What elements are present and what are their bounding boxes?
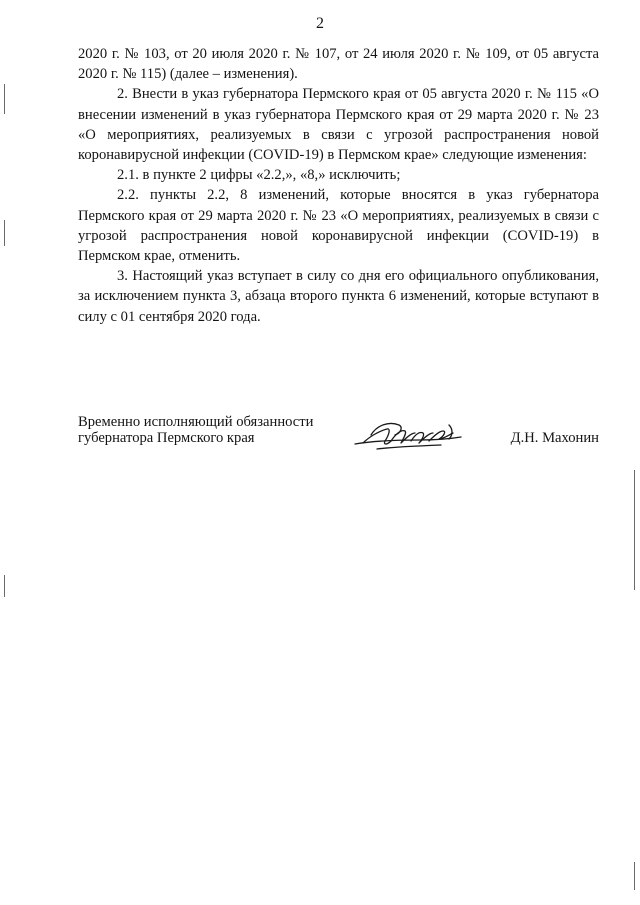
signatory-title-line-2: губернатора Пермского края — [78, 430, 255, 446]
scan-artifact-mark — [634, 470, 635, 590]
signature-block — [78, 411, 599, 461]
scan-artifact-mark — [4, 575, 5, 597]
paragraph-item-2-2: 2.2. пункты 2.2, 8 изменений, которые вносятся в указ губернатора Пермского края от 29 марта 2020 г. № 23 «О мероприятиях, реализуемых в связи с угрозой распространения новой коронавирусной инфекции (COVID-19) в Пермском крае, отменить. — [78, 187, 599, 265]
handwritten-signature-icon — [349, 411, 469, 455]
signatory-title-line-1: Временно исполняющий обязанности — [78, 414, 314, 430]
scan-artifact-mark — [4, 84, 5, 114]
paragraph-item-3: 3. Настоящий указ вступает в силу со дня его официального опубликования, за исключением пункта 3, абзаца второго пункта 6 изменений, которые вступают в силу с 01 сентября 2020 года. — [78, 268, 599, 325]
document-body — [78, 44, 599, 327]
scan-artifact-mark — [4, 220, 5, 246]
paragraph-item-2: 2. Внести в указ губернатора Пермского края от 05 августа 2020 г. № 115 «О внесении изменений в указ губернатора Пермского края от 29 марта 2020 г. № 23 «О мероприятиях, реализуемых в связи с угрозой распространения новой коронавирусной инфекции (COVID-19) в Пермском крае» следующие изменения: — [78, 86, 599, 164]
paragraph-item-2-1: 2.1. в пункте 2 цифры «2.2,», «8,» исключить; — [117, 167, 401, 184]
paragraph-continuation: 2020 г. № 103, от 20 июля 2020 г. № 107, от 24 июля 2020 г. № 109, от 05 августа 2020 г. № 115) (далее – изменения). — [78, 46, 599, 83]
signatory-name: Д.Н. Махонин — [510, 430, 599, 446]
signatory-title — [78, 414, 348, 446]
page-number: 2 — [316, 15, 324, 32]
scan-artifact-mark — [634, 862, 635, 890]
